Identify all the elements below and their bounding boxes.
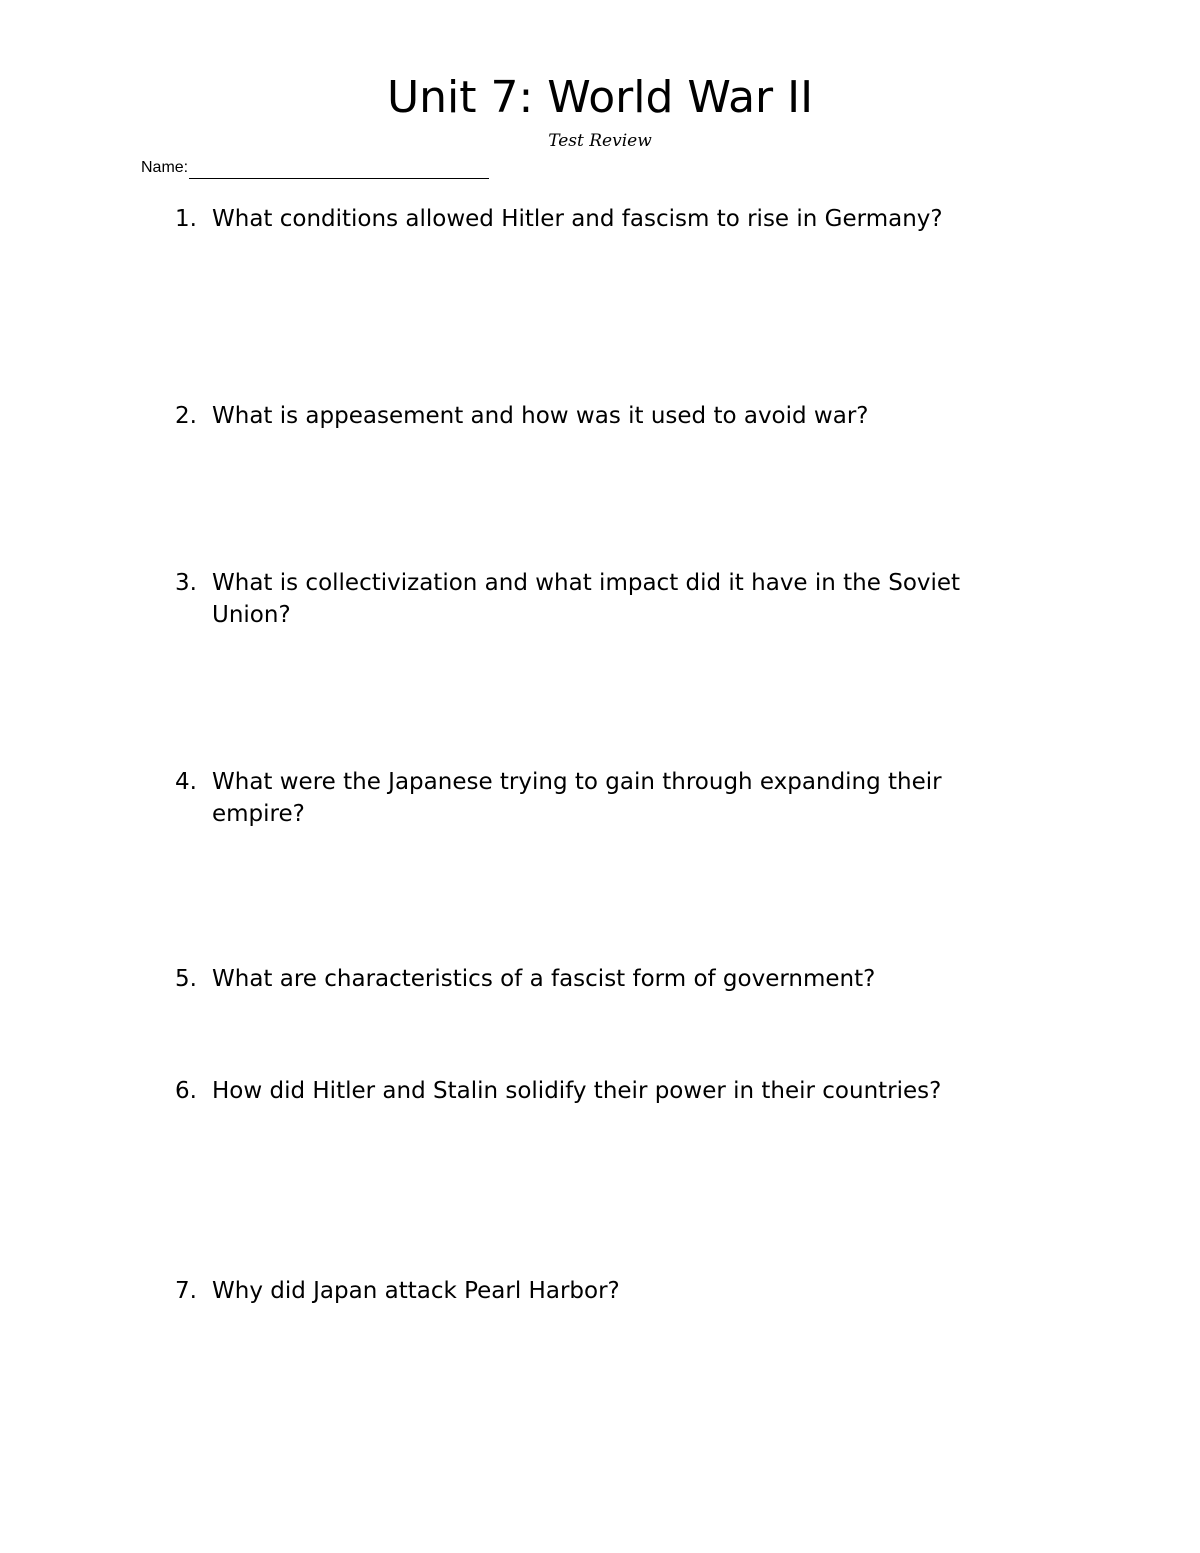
question-item (175, 203, 1035, 235)
question-number: 2. (175, 403, 197, 429)
name-field-row (141, 157, 489, 179)
question-item (175, 1075, 1035, 1107)
question-text: What conditions allowed Hitler and fascism to rise in Germany? (212, 206, 943, 232)
question-item (175, 400, 1035, 432)
question-text: What is appeasement and how was it used to avoid war? (212, 403, 869, 429)
question-number: 4. (175, 769, 197, 795)
page-title: Unit 7: World War II (386, 72, 814, 123)
name-blank-line[interactable] (189, 160, 489, 179)
page-subtitle: Test Review (548, 131, 652, 151)
question-item (175, 766, 1035, 830)
question-number: 5. (175, 966, 197, 992)
question-number: 3. (175, 570, 197, 596)
name-label: Name: (141, 159, 189, 176)
question-text: Why did Japan attack Pearl Harbor? (212, 1278, 620, 1304)
question-number: 1. (175, 206, 197, 232)
question-number: 6. (175, 1078, 197, 1104)
question-item (175, 1275, 1035, 1307)
question-text: How did Hitler and Stalin solidify their power in their countries? (212, 1078, 942, 1104)
question-text: What were the Japanese trying to gain through expanding their empire? (212, 769, 942, 827)
question-item (175, 963, 1035, 995)
question-text: What are characteristics of a fascist form of government? (212, 966, 876, 992)
question-text: What is collectivization and what impact did it have in the Soviet Union? (212, 570, 961, 628)
question-number: 7. (175, 1278, 197, 1304)
question-item (175, 567, 1035, 631)
